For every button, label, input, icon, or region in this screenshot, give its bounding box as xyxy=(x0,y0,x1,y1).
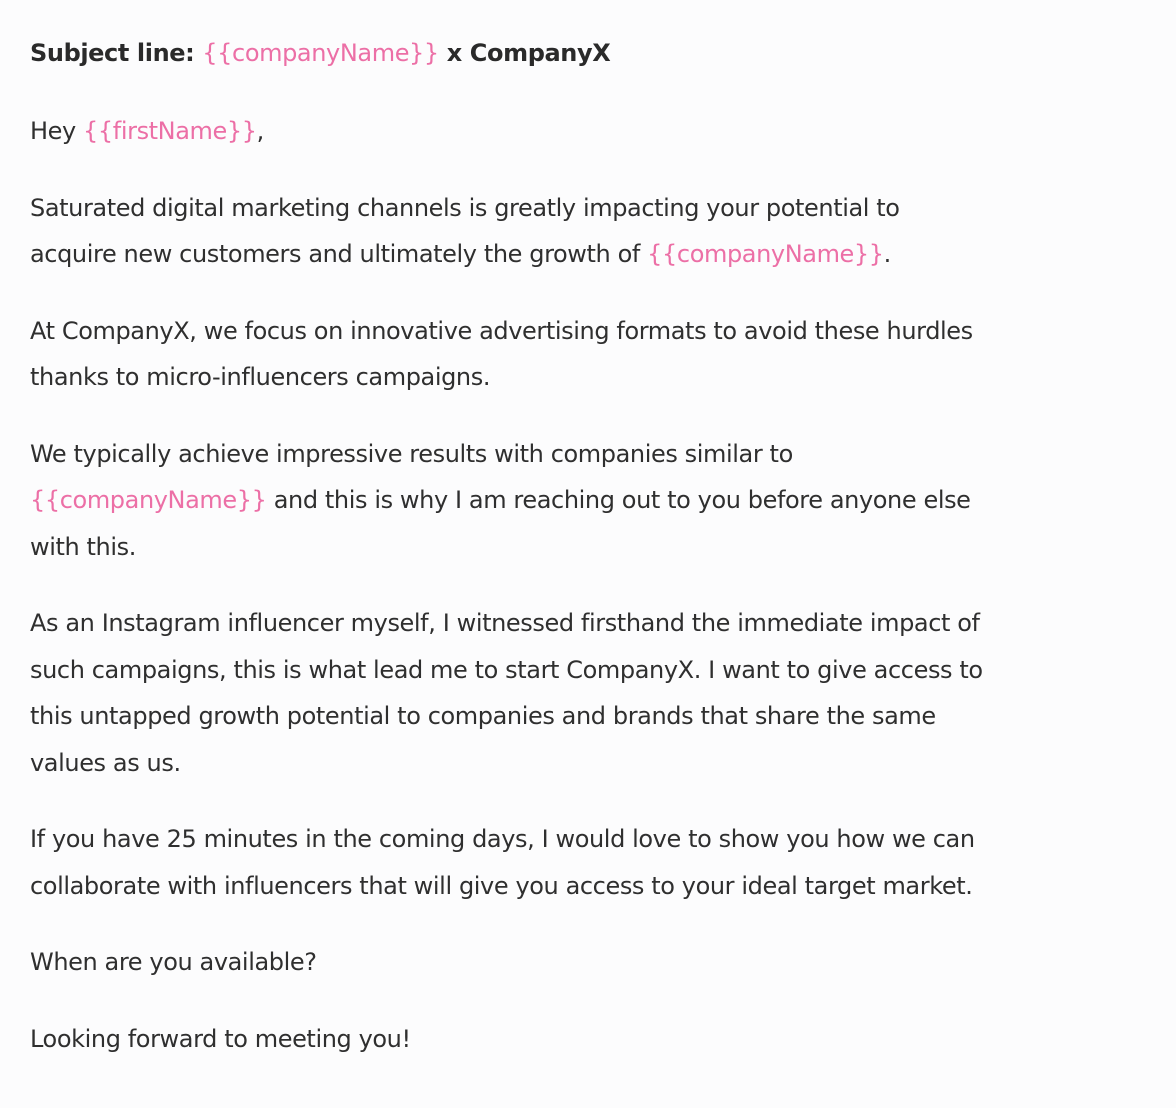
company-name-variable: {{companyName}} xyxy=(647,240,884,268)
paragraph-3-line-2-text: and this is why I am reaching out to you before anyone else xyxy=(266,486,971,514)
paragraph-1-line-1: Saturated digital marketing channels is greatly impacting your potential to xyxy=(30,193,900,222)
paragraph-6 xyxy=(30,939,1146,986)
paragraph-1-line-2-text: acquire new customers and ultimately the growth of xyxy=(30,240,648,268)
paragraph-4-line-4: values as us. xyxy=(30,748,181,777)
paragraph-2-line-1: At CompanyX, we focus on innovative advertising formats to avoid these hurdles xyxy=(30,316,973,345)
paragraph-3 xyxy=(30,431,1146,571)
subject-line xyxy=(30,30,1146,78)
paragraph-5-line-1: If you have 25 minutes in the coming days, I would love to show you how we can xyxy=(30,825,975,853)
paragraph-4-line-3: this untapped growth potential to companies and brands that share the same xyxy=(30,702,936,730)
paragraph-4-line-1: As an Instagram influencer myself, I witnessed firsthand the immediate impact of xyxy=(30,609,980,637)
subject-label: Subject line: xyxy=(30,39,195,67)
greeting xyxy=(30,108,1146,155)
greeting-line xyxy=(30,108,1146,155)
paragraph-1-line-2 xyxy=(30,231,1146,278)
paragraph-1-period: . xyxy=(883,240,891,268)
greeting-prefix: Hey xyxy=(30,117,84,145)
paragraph-2 xyxy=(30,308,1146,401)
paragraph-2-line-2: thanks to micro-influencers campaigns. xyxy=(30,363,491,391)
paragraph-3-line-2 xyxy=(30,477,1146,524)
greeting-suffix: , xyxy=(256,117,264,145)
paragraph-3-line-1: We typically achieve impressive results with companies similar to xyxy=(30,439,793,468)
paragraph-7-line-1: Looking forward to meeting you! xyxy=(30,1024,411,1053)
paragraph-5-line-2: collaborate with influencers that will give you access to your ideal target market. xyxy=(30,871,973,900)
company-name-variable: {{companyName}} xyxy=(30,486,267,514)
paragraph-3-line-3: with this. xyxy=(30,532,136,561)
paragraph-4-line-2: such campaigns, this is what lead me to start CompanyX. I want to give access to xyxy=(30,655,983,684)
first-name-variable: {{firstName}} xyxy=(83,117,257,145)
paragraph-1 xyxy=(30,185,1146,278)
paragraph-4 xyxy=(30,600,1146,786)
subject-suffix: x CompanyX xyxy=(438,39,611,67)
paragraph-5 xyxy=(30,816,1146,909)
subject-company-variable: {{companyName}} xyxy=(202,39,439,67)
email-template xyxy=(30,30,1146,1092)
paragraph-6-line-1: When are you available? xyxy=(30,948,317,976)
paragraph-7 xyxy=(30,1016,1146,1063)
